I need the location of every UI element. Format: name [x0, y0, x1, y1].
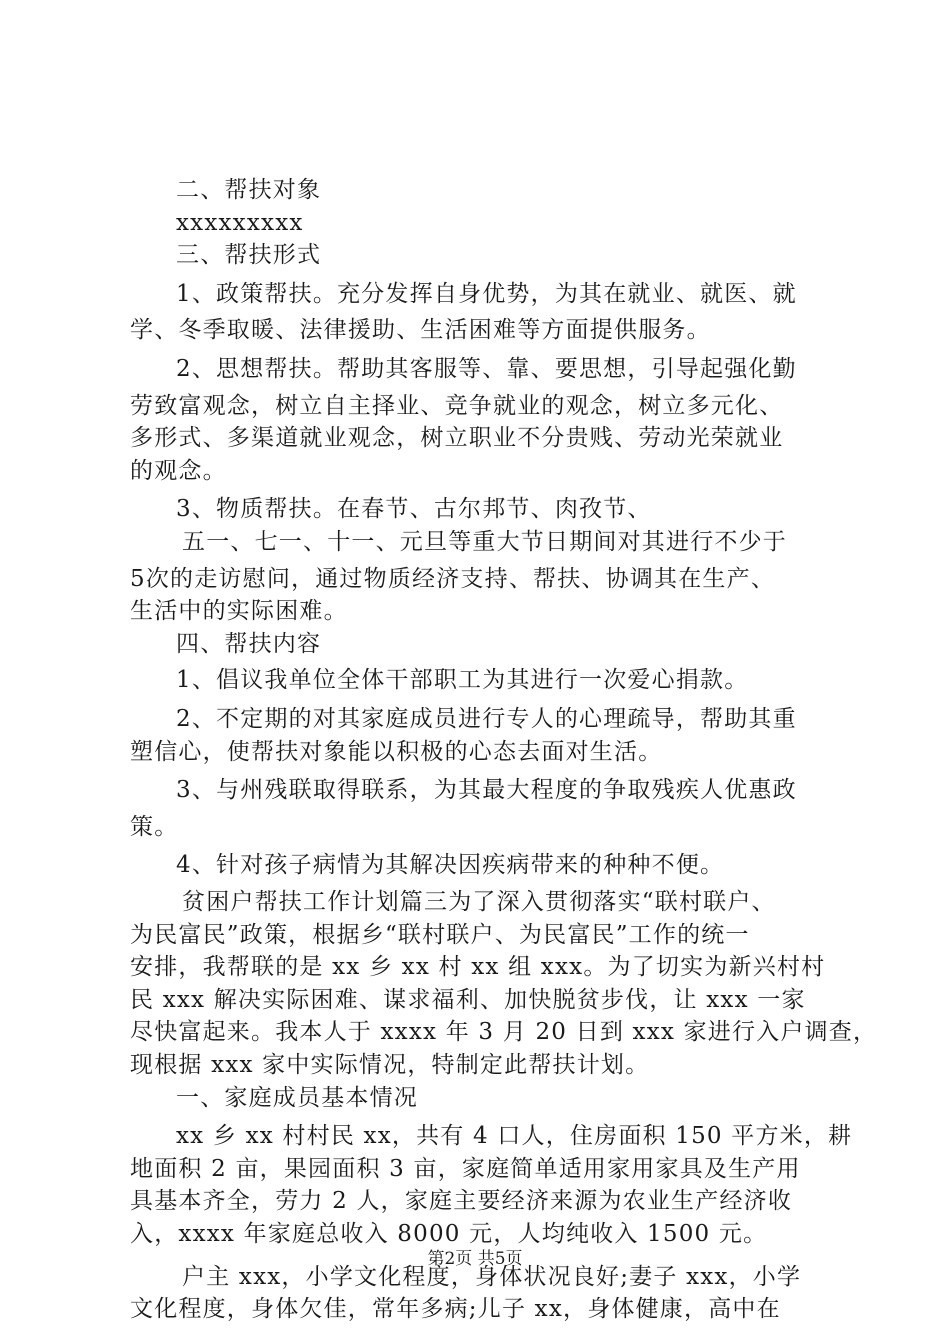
text-line: 一、家庭成员基本情况: [176, 1084, 418, 1111]
text-line: 2、不定期的对其家庭成员进行专人的心理疏导，帮助其重: [176, 706, 797, 732]
text-line: 尽快富起来。我本人于 xxxx 年 3 月 20 日到 xxx 家进行入户调查，: [130, 1019, 878, 1046]
text-line: 三、帮扶形式: [176, 242, 322, 269]
text-line: 现根据 xxx 家中实际情况，特制定此帮扶计划。: [130, 1052, 650, 1078]
text-line: 安排，我帮联的是 xx 乡 xx 村 xx 组 xxx。为了切实为新兴村村: [130, 954, 826, 981]
text-line: 策。: [130, 813, 179, 840]
text-line: 3、与州残联取得联系，为其最大程度的争取残疾人优惠政: [176, 777, 797, 804]
text-line: 为民富民”政策，根据乡“联村联户、为民富民”工作的统一: [130, 921, 750, 948]
text-line: 的观念。: [130, 457, 227, 484]
text-line: 生活中的实际困难。: [130, 598, 348, 625]
text-line: xx 乡 xx 村村民 xx，共有 4 口人，住房面积 150 平方米，耕: [176, 1123, 853, 1150]
text-line: xxxxxxxxx: [176, 209, 304, 236]
text-line: 4、针对孩子病情为其解决因疾病带来的种种不便。: [176, 852, 725, 879]
text-line: 劳致富观念，树立自主择业、竞争就业的观念，树立多元化、: [130, 392, 784, 419]
text-line: 5次的走访慰问，通过物质经济支持、帮扶、协调其在生产、: [130, 565, 776, 592]
text-line: 五一、七一、十一、元旦等重大节日期间对其进行不少于: [182, 529, 787, 555]
text-line: 贫困户帮扶工作计划篇三为了深入贯彻落实“联村联户、: [182, 889, 776, 915]
text-line: 入，xxxx 年家庭总收入 8000 元，人均纯收入 1500 元。: [130, 1221, 768, 1247]
page-footer: 第2页 共5页: [427, 1249, 523, 1269]
text-line: 3、物质帮扶。在春节、古尔邦节、肉孜节、: [176, 496, 652, 523]
text-line: 塑信心，使帮扶对象能以积极的心态去面对生活。: [130, 738, 663, 765]
text-line: 户主 xxx，小学文化程度，身体状况良好;妻子 xxx，小学: [182, 1263, 802, 1290]
text-line: 民 xxx 解决实际困难、谋求福利、加快脱贫步伐，让 xxx 一家: [130, 986, 806, 1013]
text-line: 二、帮扶对象: [176, 177, 322, 203]
text-line: 1、倡议我单位全体干部职工为其进行一次爱心捐款。: [176, 667, 749, 694]
text-line: 2、思想帮扶。帮助其客服等、靠、要思想，引导起强化勤: [176, 356, 797, 382]
text-line: 1、政策帮扶。充分发挥自身优势，为其在就业、就医、就: [176, 280, 797, 307]
text-line: 学、冬季取暖、法律援助、生活困难等方面提供服务。: [130, 317, 711, 344]
text-line: 文化程度，身体欠佳，常年多病;儿子 xx，身体健康，高中在: [130, 1296, 781, 1323]
text-line: 四、帮扶内容: [176, 630, 322, 657]
text-line: 地面积 2 亩，果园面积 3 亩，家庭简单适用家用家具及生产用: [130, 1155, 801, 1182]
text-line: 具基本齐全，劳力 2 人，家庭主要经济来源为农业生产经济收: [130, 1188, 793, 1215]
text-line: 多形式、多渠道就业观念，树立职业不分贵贱、劳动光荣就业: [130, 425, 784, 452]
